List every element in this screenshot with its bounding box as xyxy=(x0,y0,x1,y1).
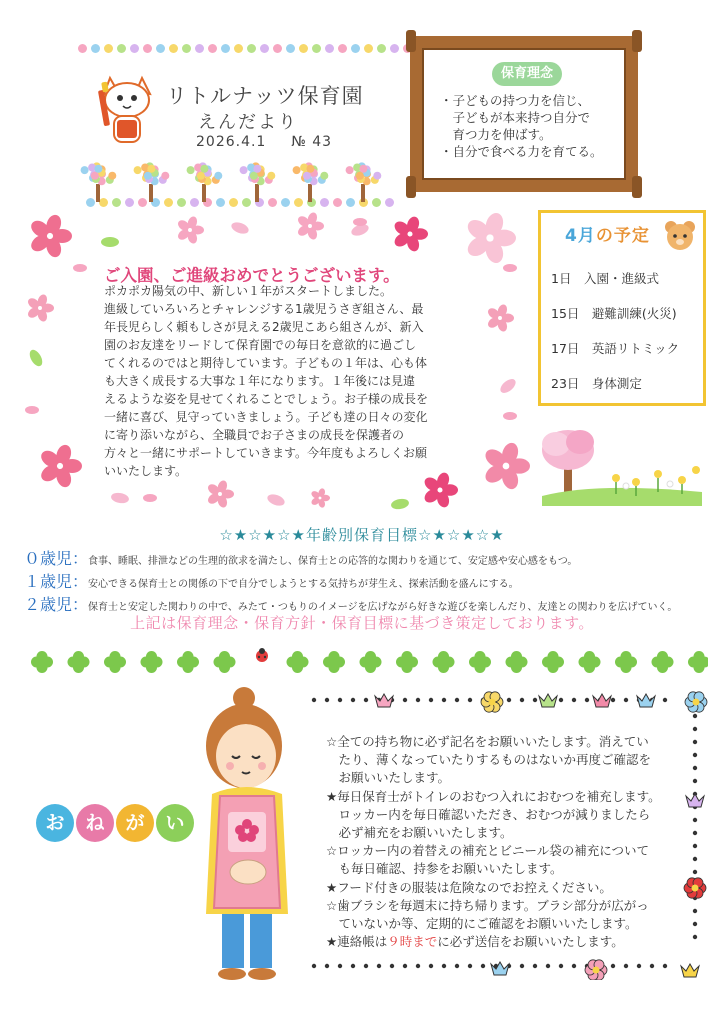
frame-dot xyxy=(533,698,537,702)
clover-icon xyxy=(688,651,708,673)
leaf-icon xyxy=(498,376,518,395)
request-line: も毎日確認、持参をお願いいたします。 xyxy=(326,861,563,877)
frame-dot xyxy=(416,964,420,968)
leaf-icon xyxy=(110,492,129,505)
frame-dot xyxy=(429,698,433,702)
frame-dot xyxy=(468,964,472,968)
frame-dot xyxy=(693,922,697,926)
decor-dot xyxy=(195,44,204,53)
frame-dot xyxy=(351,698,355,702)
frame-dot xyxy=(693,740,697,744)
decor-dots-top xyxy=(78,44,412,53)
frame-dot xyxy=(624,698,628,702)
decor-dot xyxy=(234,44,243,53)
policy-note: 上記は保育理念・保育方針・保育目標に基づき策定しております。 xyxy=(130,614,594,632)
decor-dot xyxy=(312,44,321,53)
philosophy-line: 子どもが本来持つ自分で xyxy=(440,110,591,125)
age-goal-label: ２歳児： xyxy=(24,595,89,614)
sakura-icon xyxy=(296,211,324,240)
frame-dot xyxy=(559,964,563,968)
decor-dot xyxy=(130,44,139,53)
philosophy-line: 育つ力を伸ばす。 xyxy=(440,127,552,142)
philosophy-sign xyxy=(410,36,638,192)
decor-dot xyxy=(78,44,87,53)
greeting-body xyxy=(104,282,462,480)
frame-dot xyxy=(312,698,316,702)
wood-peg xyxy=(632,176,642,198)
petal-icon xyxy=(503,264,517,272)
age-goals-heading: ☆★☆★☆★年齢別保育目標☆★☆★☆★ xyxy=(219,526,505,544)
clover-icon xyxy=(360,651,382,673)
frame-dot xyxy=(693,857,697,861)
clover-row-decoration xyxy=(28,648,708,676)
leaf-icon xyxy=(101,237,119,247)
decor-dot xyxy=(169,44,178,53)
frame-dot xyxy=(429,964,433,968)
issue-date: 2026.4.1 xyxy=(196,134,267,150)
bear-face-icon xyxy=(663,219,697,251)
tulip-icon xyxy=(593,694,611,707)
frame-dot xyxy=(650,964,654,968)
clover-icon xyxy=(506,651,528,673)
tulip-icon xyxy=(375,694,393,707)
flower-icon xyxy=(481,692,503,712)
frame-dot xyxy=(442,698,446,702)
petal-icon xyxy=(353,218,367,226)
frame-dot xyxy=(364,698,368,702)
frame-dot xyxy=(325,698,329,702)
request-label-char: い xyxy=(156,804,194,842)
flower-tree xyxy=(187,162,223,202)
frame-dot xyxy=(693,909,697,913)
decor-dot xyxy=(208,44,217,53)
request-line: お願いいたします。 xyxy=(326,770,451,786)
frame-dot xyxy=(364,964,368,968)
age-goal-label: ０歳児： xyxy=(24,549,89,568)
frame-dot xyxy=(693,870,697,874)
frame-dot xyxy=(520,964,524,968)
greeting-line: 年長児らしく頼もしさが見える2歳児こあら組さんが、新入 xyxy=(104,320,424,334)
greeting-line: も大きく成長する大事な１年になります。１年後には見違 xyxy=(104,374,416,388)
frame-dot xyxy=(533,964,537,968)
frame-dot xyxy=(351,964,355,968)
sakura-icon xyxy=(176,215,204,244)
frame-dot xyxy=(693,818,697,822)
greeting-line: てくれるのではと期待しています。子どもの１年は、心も体 xyxy=(104,356,428,370)
request-list xyxy=(326,733,686,951)
newsletter-subtitle: えんだより xyxy=(198,112,298,133)
request-last-pre: ★連絡帳は xyxy=(326,934,388,950)
greeting-line: に寄り添いながら、全職員でお子さまの成長を保護者の xyxy=(104,428,405,442)
frame-dot xyxy=(611,698,615,702)
request-line: ていないか等、定期的にご確認をお願いいたします。 xyxy=(326,916,638,932)
frame-dot xyxy=(468,698,472,702)
frame-dot xyxy=(693,844,697,848)
frame-dot xyxy=(663,964,667,968)
request-label-char: ね xyxy=(76,804,114,842)
flower-trees-illustration xyxy=(74,158,390,204)
age-goal-row xyxy=(24,569,519,592)
clover-icon xyxy=(177,651,199,673)
cherry-tree-illustration xyxy=(536,420,708,506)
greeting-line: 進級していろいろとチャレンジする1歳児うさぎ組さん、最 xyxy=(104,302,424,316)
frame-dot xyxy=(624,964,628,968)
frame-dot xyxy=(338,964,342,968)
frame-dot xyxy=(416,698,420,702)
frame-dot xyxy=(611,964,615,968)
decor-dot xyxy=(104,44,113,53)
tulip-icon xyxy=(637,694,655,707)
frame-dot xyxy=(693,753,697,757)
issue-number: № 43 xyxy=(291,134,333,150)
clover-icon xyxy=(652,651,674,673)
frame-dot xyxy=(455,964,459,968)
clover-icon xyxy=(287,651,309,673)
request-line: ☆全ての持ち物に必ず記名をお願いいたします。消えてい xyxy=(326,734,649,749)
decor-dot xyxy=(143,44,152,53)
age-goal-row xyxy=(24,546,577,569)
decor-dot xyxy=(117,44,126,53)
sakura-icon xyxy=(486,303,514,332)
greeting-line: 方々と一緒にサポートしていきます。今年度もよろしくお願 xyxy=(104,446,428,460)
request-deadline: ９時まで xyxy=(387,934,438,950)
clover-icon xyxy=(323,651,345,673)
greeting-line: 一緒に喜び、見守っていきましょう。子ども達の日々の変化 xyxy=(104,410,428,424)
decor-dot xyxy=(299,44,308,53)
sakura-icon xyxy=(26,293,54,322)
frame-dot xyxy=(572,698,576,702)
wood-peg xyxy=(406,30,416,52)
request-line: たり、薄くなっていたりするものはないか再度ご確認を xyxy=(326,752,652,768)
schedule-item: 23日 身体測定 xyxy=(551,376,642,391)
schedule-title-month: 4月 xyxy=(565,226,596,246)
flower-tree xyxy=(240,162,276,202)
request-line: ☆ロッカー内の着替えの補充とビニール袋の補充について xyxy=(326,843,649,859)
sakura-icon xyxy=(206,479,234,508)
age-goal-text: 安心できる保育士との関係の下で自分でしようとする気持ちが芽生え、探索活動を盛んにする。 xyxy=(88,579,519,590)
sakura-icon xyxy=(38,443,82,489)
schedule-item: 15日 避難訓練(火災) xyxy=(551,306,677,321)
greeting-line: 園のお友達をリードして保育園での毎日を意欲的に過ごし xyxy=(104,338,417,352)
sakura-icon xyxy=(28,213,72,259)
flower-icon xyxy=(585,960,607,980)
age-goal-text: 保育士と安定した関わりの中で、みたて・つもりのイメージを広げながら好きな遊びを楽しんだり、友達との関わりを広げていく。 xyxy=(88,602,678,613)
issue-date-line xyxy=(196,134,332,150)
frame-dot xyxy=(312,964,316,968)
clover-icon xyxy=(469,651,491,673)
tulip-icon xyxy=(491,962,509,975)
sakura-icon xyxy=(392,215,428,253)
decor-dot xyxy=(390,44,399,53)
greeting-line: えるような姿を見せてくれることでしょう。お子様の成長を xyxy=(104,392,429,406)
clover-icon xyxy=(31,651,53,673)
philosophy-line: ・子どもの持つ力を信じ、 xyxy=(440,93,591,108)
leaf-icon xyxy=(230,220,250,236)
schedule-item: 1日 入園・進級式 xyxy=(551,271,659,286)
decor-dot xyxy=(325,44,334,53)
leaf-icon xyxy=(266,492,286,508)
philosophy-label: 保育理念 xyxy=(492,62,562,86)
sakura-icon xyxy=(310,488,330,509)
frame-dot xyxy=(455,698,459,702)
schedule-item: 17日 英語リトミック xyxy=(551,341,680,356)
petal-icon xyxy=(143,494,157,502)
petal-icon xyxy=(73,264,87,272)
frame-dot xyxy=(325,964,329,968)
tulip-icon xyxy=(681,964,699,977)
decor-dot xyxy=(338,44,347,53)
frame-dot xyxy=(390,964,394,968)
frame-dot xyxy=(403,964,407,968)
request-line: ★毎日保育士がトイレのおむつ入れにおむつを補充します。 xyxy=(326,788,661,804)
schedule-box xyxy=(538,210,706,406)
greeting-line: いいたします。 xyxy=(104,464,188,478)
frame-dot xyxy=(507,698,511,702)
frame-dot xyxy=(585,698,589,702)
frame-dot xyxy=(693,727,697,731)
flower-tree xyxy=(346,162,382,202)
greeting-title: ご入園、ご進級おめでとうございます。 xyxy=(104,266,400,285)
frame-dot xyxy=(663,698,667,702)
sakura-icon xyxy=(464,211,516,266)
greeting-line: ポカポカ陽気の中、新しい１年がスタートしました。 xyxy=(104,284,393,298)
leaf-icon xyxy=(27,348,45,369)
frame-dot xyxy=(338,698,342,702)
decor-dot xyxy=(364,44,373,53)
frame-dot xyxy=(520,698,524,702)
frame-dot xyxy=(693,779,697,783)
tulip-icon xyxy=(539,694,557,707)
decor-dot xyxy=(377,44,386,53)
age-goal-text: 食事、睡眠、排泄などの生理的欲求を満たし、保育士との応答的な関わりを通じて、安定感や安心感をもつ。 xyxy=(88,556,578,567)
wood-peg xyxy=(632,30,642,52)
frame-dot xyxy=(693,935,697,939)
frame-dot xyxy=(693,766,697,770)
decor-dot xyxy=(351,44,360,53)
decor-dot xyxy=(286,44,295,53)
request-label-char: が xyxy=(116,804,154,842)
decor-dot xyxy=(221,44,230,53)
request-line: 必ず補充をお願いいたします。 xyxy=(326,825,513,841)
decor-dot xyxy=(156,44,165,53)
decor-dot xyxy=(182,44,191,53)
schedule-list xyxy=(551,269,679,409)
request-line: ロッカー内を毎日確認いただき、おむつが減りましたら xyxy=(326,806,651,822)
decor-dot xyxy=(260,44,269,53)
frame-dot xyxy=(377,964,381,968)
leaf-icon xyxy=(390,498,409,511)
philosophy-text xyxy=(440,92,630,160)
flower-tree xyxy=(293,162,329,202)
frame-dot xyxy=(442,964,446,968)
frame-dot xyxy=(481,964,485,968)
schedule-title-suffix: の予定 xyxy=(595,226,650,246)
decor-dot xyxy=(247,44,256,53)
frame-dot xyxy=(403,698,407,702)
request-label-char: お xyxy=(36,804,74,842)
frame-dot xyxy=(693,714,697,718)
frame-dot xyxy=(693,831,697,835)
request-line: ☆歯ブラシを毎週末に持ち帰ります。ブラシ部分が広がっ xyxy=(326,897,649,913)
frame-dot xyxy=(637,964,641,968)
schedule-title xyxy=(565,221,650,246)
cat-mascot-icon xyxy=(96,70,158,150)
clover-icon xyxy=(68,651,90,673)
request-line: ★フード付きの服装は危険なのでお控えください。 xyxy=(326,879,612,895)
flower-tree xyxy=(134,162,170,202)
philosophy-line: ・自分で食べる力を育てる。 xyxy=(440,144,603,159)
clover-icon xyxy=(396,651,418,673)
decor-dot xyxy=(91,44,100,53)
clover-icon xyxy=(615,651,637,673)
flower-icon xyxy=(684,878,706,898)
request-last-post: に必ず送信をお願いいたします。 xyxy=(437,934,624,950)
newsletter-title: リトルナッツ保育園 xyxy=(166,84,364,108)
frame-dot xyxy=(559,698,563,702)
petal-icon xyxy=(25,406,39,414)
request-line-last xyxy=(326,933,686,951)
clover-icon xyxy=(542,651,564,673)
age-goal-label: １歳児： xyxy=(24,572,89,591)
teacher-illustration xyxy=(196,684,306,984)
petal-icon xyxy=(503,412,517,420)
frame-dot xyxy=(572,964,576,968)
clover-icon xyxy=(579,651,601,673)
clover-icon xyxy=(214,651,236,673)
request-label xyxy=(36,804,194,842)
decor-dot xyxy=(273,44,282,53)
tulip-icon xyxy=(686,794,704,807)
wood-peg xyxy=(406,176,416,198)
frame-dot xyxy=(546,964,550,968)
flower-icon xyxy=(685,692,707,712)
ladybug-icon xyxy=(256,648,268,662)
flower-tree xyxy=(81,162,117,202)
clover-icon xyxy=(141,651,163,673)
clover-icon xyxy=(433,651,455,673)
clover-icon xyxy=(104,651,126,673)
sakura-icon xyxy=(482,441,530,491)
